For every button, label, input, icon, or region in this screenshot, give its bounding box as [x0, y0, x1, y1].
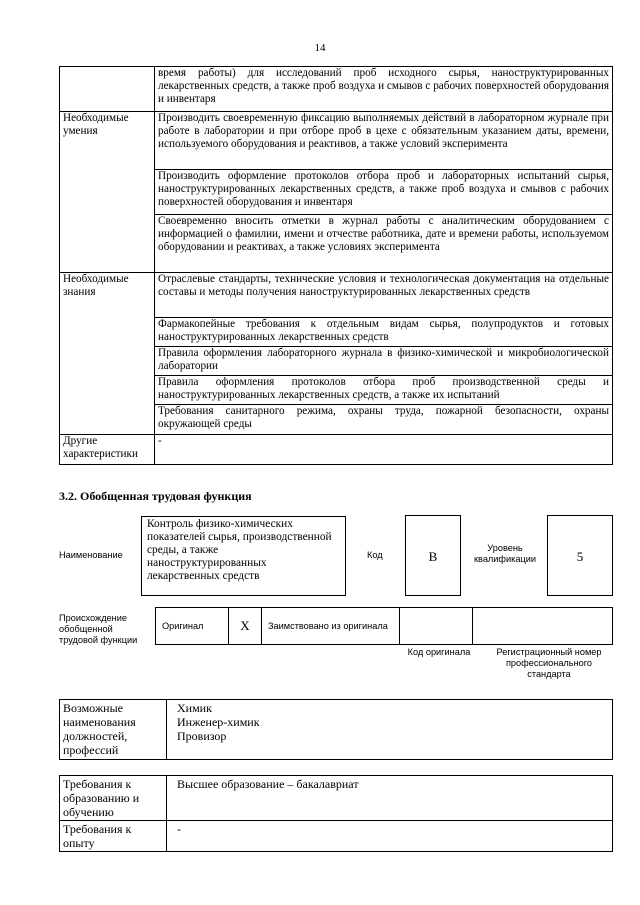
section-title: 3.2. Обобщенная трудовая функция [59, 489, 252, 503]
table-cell: Правила оформления лабораторного журнала в физико-химической и микробиологической лаборатории [155, 347, 613, 376]
table-cell: Требования санитарного режима, охраны труда, пожарной безопасности, охраны окружающей среды [155, 405, 613, 435]
original-code-cell [400, 608, 473, 645]
education-value: Высшее образование – бакалавриат [167, 776, 613, 821]
positions-table [59, 699, 613, 760]
table-row [60, 776, 613, 821]
row-label [60, 67, 155, 112]
table-row [60, 821, 613, 852]
level-value: 5 [576, 549, 584, 564]
table-cell: Правила оформления протоколов отбора проб производственной среды и наноструктурированных лекарственных средств, а также их испытаний [155, 376, 613, 405]
skills-knowledge-table [59, 66, 613, 465]
table-row [60, 700, 613, 760]
table-cell: Отраслевые стандарты, технические условия и технологическая документация на отдельные составы и методы получения наноструктурированных лекарственных средств [155, 273, 613, 318]
table-row [60, 435, 613, 465]
row-label-other: Другие характеристики [60, 435, 155, 465]
row-label-skills: Необходимые умения [60, 112, 155, 273]
code-label: Код [367, 550, 383, 560]
table-cell: Фармакопейные требования к отдельным видам сырья, полупродуктов и готовых наноструктурированных лекарственных средств [155, 318, 613, 347]
position-item: Провизор [177, 729, 227, 743]
table-row [156, 608, 613, 645]
level-label: Уровень квалификации [474, 543, 536, 564]
requirements-table [59, 775, 613, 852]
original-label: Оригинал [156, 608, 229, 645]
experience-value: - [167, 821, 613, 852]
function-name-box: Контроль физико-химических показателей сырья, производственной среды, а также наноструктурированных лекарственных средств [141, 516, 346, 596]
origin-label: Происхождение обобщенной трудовой функции [59, 613, 138, 645]
original-mark: X [229, 608, 262, 645]
positions-values [167, 700, 613, 760]
borrowed-label: Заимствовано из оригинала [262, 608, 400, 645]
table-row [60, 67, 613, 112]
name-label: Наименование [59, 550, 123, 560]
table-row [60, 273, 613, 318]
positions-label: Возможные наименования должностей, профессий [60, 700, 167, 760]
code-value: B [428, 549, 438, 564]
position-item: Химик [177, 701, 212, 715]
table-cell: время работы) для исследований проб исходного сырья, наноструктурированных лекарственных средств, а также проб воздуха и смывов с рабочих поверхностей оборудования и инвентаря [155, 67, 613, 112]
position-item: Инженер-химик [177, 715, 260, 729]
experience-label: Требования к опыту [60, 821, 167, 852]
registration-number-cell [473, 608, 613, 645]
table-cell: Своевременно вносить отметки в журнал работы с аналитическим оборудованием с информацией о фамилии, имени и отчестве работника, дате и времени работы, используемом оборудовании и реактивах, а также условиях эксперимента [155, 215, 613, 273]
origin-table [155, 607, 613, 645]
code-original-caption: Код оригинала [407, 647, 471, 657]
table-cell: Производить своевременную фиксацию выполняемых действий в лабораторном журнале при работе в лаборатории и при отборе проб в цехе с обязательным указанием даты, времени, используемого оборудования и реактивов, а также условий эксперимента [155, 112, 613, 170]
page-number: 14 [314, 42, 326, 54]
row-label-knowledge: Необходимые знания [60, 273, 155, 435]
reg-number-caption: Регистрационный номер профессионального стандарта [496, 647, 602, 679]
table-row [60, 112, 613, 170]
table-cell: - [155, 435, 613, 465]
education-label: Требования к образованию и обучению [60, 776, 167, 821]
table-cell: Производить оформление протоколов отбора проб и лабораторных испытаний сырья, наноструктурированных лекарственных средств, а также проб воздуха и смывов с рабочих поверхностей оборудования и инвентаря [155, 170, 613, 215]
